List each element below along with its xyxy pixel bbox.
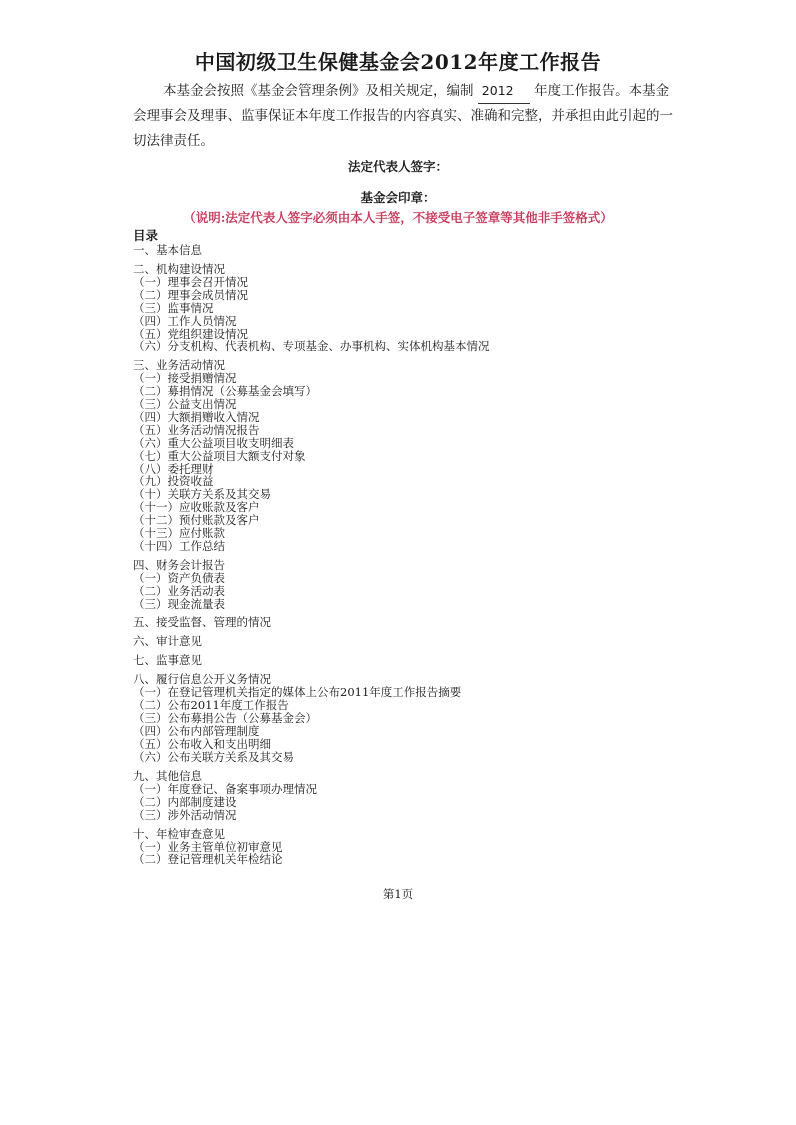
toc-section: [133, 559, 693, 611]
toc-section: [133, 616, 693, 629]
toc-section: [133, 828, 693, 867]
intro-text-part2: 年度工作报告。本基金会理事会及理事、监事保证本年度工作报告的内容真实、准确和完整，并承担由此引起的一切法律责任。: [133, 83, 673, 149]
toc-section-heading: 七、监事意见: [133, 653, 202, 668]
toc-item: （三）监事情况: [133, 300, 214, 315]
toc-item: （二）内部制度建设: [133, 794, 237, 809]
toc-section: [133, 244, 693, 257]
toc-item: （三）现金流量表: [133, 596, 225, 611]
toc-item: （十三）应付账款: [133, 526, 225, 541]
toc-section-heading: 六、审计意见: [133, 634, 202, 649]
toc-section-heading: 二、机构建设情况: [133, 262, 225, 276]
toc-item: （十四）工作总结: [133, 538, 225, 553]
toc-item: （二）公布2011年度工作报告: [133, 698, 289, 713]
report-year-field: 2012: [478, 78, 530, 104]
toc-item: （五）党组织建设情况: [133, 326, 248, 341]
toc-item: （二）募捐情况（公募基金会填写）: [133, 384, 317, 399]
toc-item: （二）登记管理机关年检结论: [133, 852, 283, 867]
report-title: 中国初级卫生保健基金会2012年度工作报告: [194, 50, 602, 74]
representative-signature-label: 法定代表人签字：: [347, 159, 448, 174]
toc-item: （四）工作人员情况: [133, 313, 237, 328]
toc-item: （十二）预付账款及客户: [133, 513, 260, 528]
toc-section-heading: 一、基本信息: [133, 243, 202, 257]
toc-item: （八）委托理财: [133, 461, 214, 476]
toc-item: （六）重大公益项目收支明细表: [133, 435, 294, 450]
toc-section-heading: 九、其他信息: [133, 768, 202, 783]
toc-item: （六）公布关联方关系及其交易: [133, 749, 294, 764]
foundation-seal-label: 基金会印章：: [360, 190, 436, 205]
toc-item: （三）涉外活动情况: [133, 807, 237, 822]
toc-item: （四）大额捐赠收入情况: [133, 410, 260, 425]
toc-item: （三）公布募捐公告（公募基金会）: [133, 711, 317, 726]
toc-section-heading: 八、履行信息公开义务情况: [133, 672, 271, 687]
intro-text-part1: 本基金会按照《基金会管理条例》及相关规定，编制: [163, 83, 474, 99]
toc-item: （一）年度登记、备案事项办理情况: [133, 781, 317, 796]
toc-item: （九）投资收益: [133, 474, 214, 489]
toc-item: （一）在登记管理机关指定的媒体上公布2011年度工作报告摘要: [133, 685, 462, 700]
toc-section: [133, 673, 693, 763]
toc-section: [133, 635, 693, 648]
toc-item: （一）业务主管单位初审意见: [133, 839, 283, 854]
toc-item: （三）公益支出情况: [133, 397, 237, 412]
toc-item: （二）理事会成员情况: [133, 287, 248, 302]
toc-section: [133, 263, 693, 353]
toc-item: （五）业务活动情况报告: [133, 422, 260, 437]
toc-section-heading: 十、年检审查意见: [133, 826, 225, 841]
toc-section-heading: 四、财务会计报告: [133, 557, 225, 572]
toc-item: （四）公布内部管理制度: [133, 724, 260, 739]
toc-section: [133, 359, 693, 552]
toc-item: （十一）应收账款及客户: [133, 500, 260, 515]
toc-item: （一）资产负债表: [133, 570, 225, 585]
toc-item: （六）分支机构、代表机构、专项基金、办事机构、实体机构基本情况: [133, 339, 490, 354]
toc-section-heading: 五、接受监督、管理的情况: [133, 615, 271, 630]
toc-item: （一）理事会召开情况: [133, 275, 248, 289]
toc-title: 目录: [133, 228, 159, 243]
toc-section-heading: 三、业务活动情况: [133, 358, 225, 373]
intro-paragraph: [133, 78, 673, 154]
toc-item: （五）公布收入和支出明细: [133, 737, 271, 752]
signature-note: （说明:法定代表人签字必须由本人手签，不接受电子签章等其他非手签格式）: [183, 210, 613, 225]
table-of-contents: [133, 244, 693, 872]
toc-item: （七）重大公益项目大额支付对象: [133, 448, 306, 463]
toc-item: （一）接受捐赠情况: [133, 371, 237, 386]
toc-item: （十）关联方关系及其交易: [133, 487, 271, 502]
toc-item: （二）业务活动表: [133, 583, 225, 598]
page-number: 第1页: [382, 887, 414, 901]
toc-section: [133, 654, 693, 667]
toc-section: [133, 770, 693, 822]
